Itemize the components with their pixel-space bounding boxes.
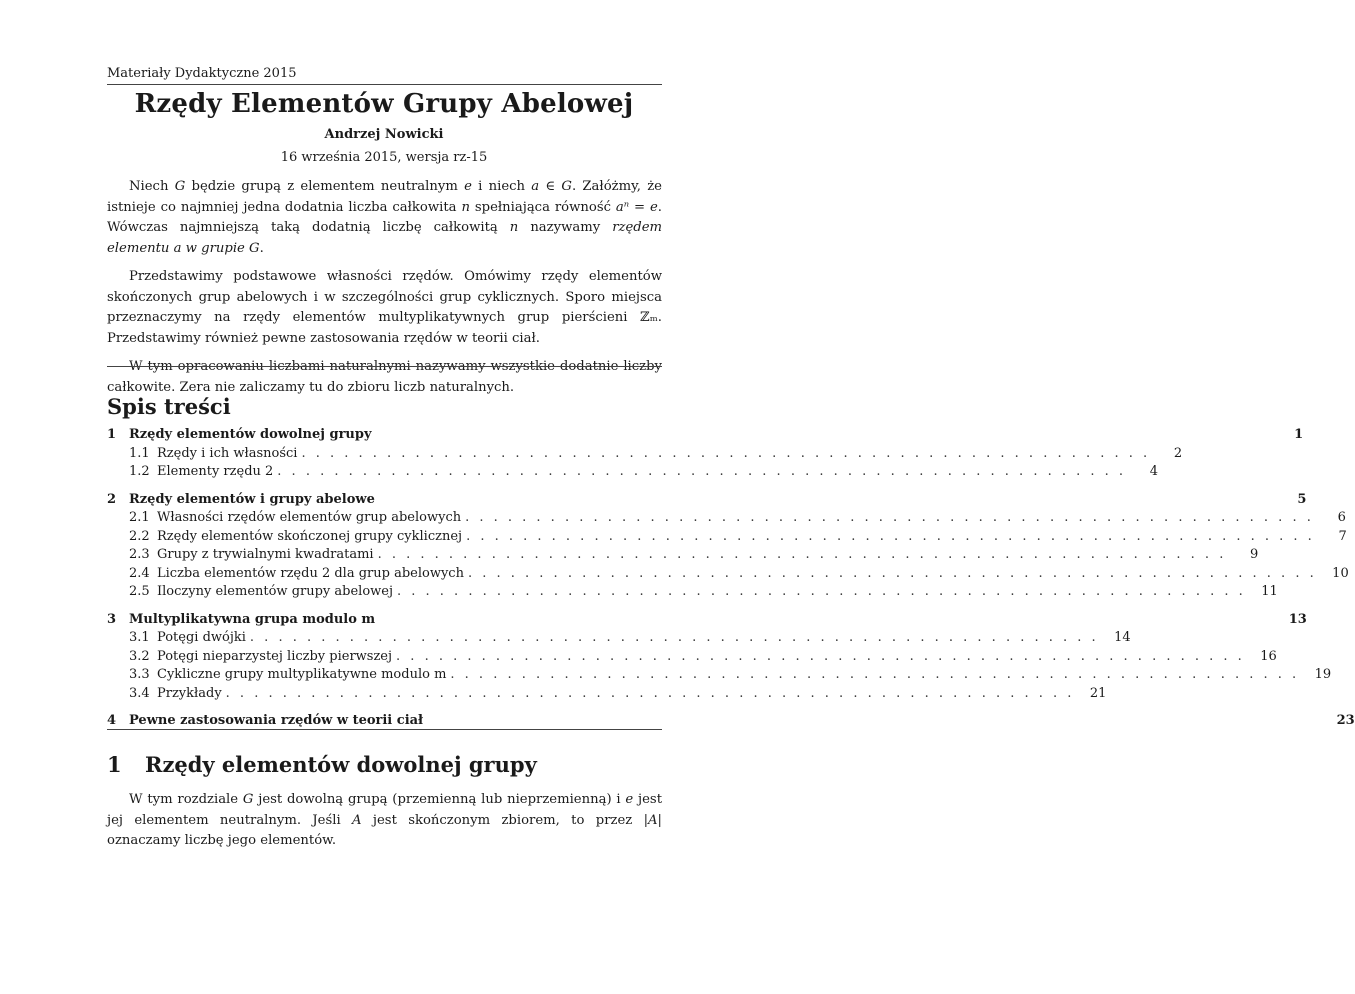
toc-subsection-entry[interactable] bbox=[107, 463, 1159, 482]
toc-entry-number: 2.2 bbox=[129, 528, 150, 544]
toc-entry-number: 3.1 bbox=[129, 630, 150, 645]
toc-leader-dots: . . . . . . . . . . . . . . . . . . . . . . . . . . . . . . . . . . . . . . . . . . . . . . . . . . . . . . . . . . . . bbox=[467, 565, 1317, 581]
toc-entry-number: 1.1 bbox=[129, 445, 150, 461]
toc-entry-number: 2.4 bbox=[129, 565, 150, 581]
toc-subsection-entry[interactable] bbox=[107, 445, 1183, 464]
toc-entry-title: Potęgi nieparzystej liczby pierwszej bbox=[157, 648, 393, 664]
toc-entry-page: 7 bbox=[1338, 528, 1347, 544]
section-heading bbox=[107, 752, 537, 777]
toc-entry-number: 2.3 bbox=[129, 547, 150, 562]
toc-section-block bbox=[107, 611, 1332, 704]
toc-entry-number: 1 bbox=[107, 427, 117, 442]
toc-leader-dots: . . . . . . . . . . . . . . . . . . . . . . . . . . . . . . . . . . . . . . . . . . . . . . . . . . . . . . . . . . . . bbox=[225, 685, 1075, 701]
toc-entry-number: 2.5 bbox=[129, 584, 150, 599]
document-date: 16 września 2015, wersja rz-15 bbox=[280, 150, 488, 165]
toc-leader-dots: . . . . . . . . . . . . . . . . . . . . . . . . . . . . . . . . . . . . . . . . . . . . . . . . . . . . . . . . . . . . bbox=[450, 667, 1300, 682]
abstract bbox=[107, 177, 662, 406]
abstract-paragraph-1: Niech G będzie grupą z elementem neutralnym e i niech a ∈ G. Załóżmy, że istnieje co najmniej jedna dodatnia liczba całkowita n spełniająca równość aⁿ = e. Wówczas najmniejszą taką dodatnią liczbę całkowitą n nazywamy rzędem elementu a w grupie G. bbox=[107, 179, 663, 256]
toc-entry-page: 9 bbox=[1250, 547, 1259, 562]
toc-entry-page: 5 bbox=[1297, 491, 1307, 507]
toc-entry-page: 19 bbox=[1314, 667, 1332, 682]
series-label: Materiały Dydaktyczne 2015 bbox=[107, 66, 297, 81]
toc-entry-number: 1.2 bbox=[129, 464, 150, 479]
toc-entry-title: Rzędy elementów skończonej grupy cyklicznej bbox=[157, 528, 463, 544]
toc-entry-page: 21 bbox=[1089, 685, 1107, 701]
toc-entry-page: 10 bbox=[1332, 565, 1349, 581]
toc-heading: Spis treści bbox=[107, 394, 231, 419]
toc-subsection-entry[interactable] bbox=[107, 583, 1278, 602]
toc-entry-page: 13 bbox=[1288, 611, 1307, 627]
abstract-paragraph-3: W tym opracowaniu liczbami naturalnymi nazywamy wszystkie dodatnie liczby całkowite. Zera nie zaliczamy tu do zbioru liczb naturalnych. bbox=[107, 359, 662, 395]
toc-section-block bbox=[107, 426, 1304, 482]
toc-entry-number: 2.1 bbox=[129, 510, 150, 525]
toc-leader-dots: . . . . . . . . . . . . . . . . . . . . . . . . . . . . . . . . . . . . . . . . . . . . . . . . . . . . . . . . . . . . bbox=[277, 464, 1127, 479]
toc-subsection-entry[interactable] bbox=[107, 666, 1332, 685]
toc-entry-title: Pewne zastosowania rzędów w teorii ciał bbox=[129, 713, 424, 728]
abstract-paragraph-2: Przedstawimy podstawowe własności rzędów. Omówimy rzędy elementów skończonych grup abelowych i w szczególności grup cyklicznych. Sporo miejsca przeznaczymy na rzędy elementów multyplikatywnych grup pierścieni ℤₘ. Przedstawimy również pewne zastosowania rzędów w teorii ciał. bbox=[107, 269, 662, 346]
toc-entry-number: 3.4 bbox=[129, 685, 150, 701]
toc-section-entry[interactable] bbox=[107, 712, 1355, 731]
toc-leader-dots: . . . . . . . . . . . . . . . . . . . . . . . . . . . . . . . . . . . . . . . . . . . . . . . . . . . . . . . . . . . . bbox=[396, 648, 1245, 664]
toc-leader-dots: . . . . . . . . . . . . . . . . . . . . . . . . . . . . . . . . . . . . . . . . . . . . . . . . . . . . . . . . . . . . bbox=[377, 547, 1227, 562]
table-of-contents bbox=[107, 426, 1355, 740]
toc-entry-title: Multyplikatywna grupa modulo m bbox=[129, 611, 376, 627]
toc-entry-page: 11 bbox=[1261, 584, 1278, 599]
toc-subsection-entry[interactable] bbox=[107, 565, 1349, 584]
toc-entry-page: 4 bbox=[1149, 464, 1159, 479]
toc-entry-title: Cykliczne grupy multyplikatywne modulo m bbox=[157, 667, 447, 682]
toc-subsection-entry[interactable] bbox=[107, 546, 1259, 565]
toc-entry-number: 3.2 bbox=[129, 648, 150, 664]
toc-leader-dots: . . . . . . . . . . . . . . . . . . . . . . . . . . . . . . . . . . . . . . . . . . . . . . . . . . . . . . . . . . . . bbox=[249, 630, 1099, 645]
toc-entry-number: 2 bbox=[107, 491, 117, 507]
toc-subsection-entry[interactable] bbox=[107, 629, 1131, 648]
toc-entry-page: 1 bbox=[1294, 427, 1304, 442]
toc-entry-title: Rzędy elementów dowolnej grupy bbox=[129, 427, 372, 442]
toc-entry-title: Rzędy i ich własności bbox=[157, 445, 298, 461]
document-title: Rzędy Elementów Grupy Abelowej bbox=[134, 89, 634, 119]
section-paragraph: W tym rozdziale G jest dowolną grupą (przemienną lub nieprzemienną) i e jest jej elementem neutralnym. Jeśli A jest skończonym zbiorem, to przez |A| oznaczamy liczbę jego elementów. bbox=[107, 792, 662, 848]
toc-leader-dots: . . . . . . . . . . . . . . . . . . . . . . . . . . . . . . . . . . . . . . . . . . . . . . . . . . . . . . . . . . . . bbox=[397, 584, 1246, 599]
toc-leader-dots: . . . . . . . . . . . . . . . . . . . . . . . . . . . . . . . . . . . . . . . . . . . . . . . . . . . . . . . . . . . . bbox=[301, 445, 1151, 461]
toc-subsection-entry[interactable] bbox=[107, 528, 1347, 547]
toc-section-entry[interactable] bbox=[107, 426, 1304, 445]
toc-section-block bbox=[107, 491, 1349, 602]
header-rule bbox=[107, 84, 662, 85]
document-author: Andrzej Nowicki bbox=[324, 127, 444, 142]
toc-leader-dots: . . . . . . . . . . . . . . . . . . . . . . . . . . . . . . . . . . . . . . . . . . . . . . . . . . . . . . . . . . . . bbox=[465, 510, 1314, 525]
toc-leader-dots: . . . . . . . . . . . . . . . . . . . . . . . . . . . . . . . . . . . . . . . . . . . . . . . . . . . . . . . . . . . . bbox=[466, 528, 1315, 544]
toc-entry-page: 6 bbox=[1337, 510, 1346, 525]
toc-entry-title: Grupy z trywialnymi kwadratami bbox=[157, 547, 374, 562]
toc-entry-page: 14 bbox=[1114, 630, 1131, 645]
toc-subsection-entry[interactable] bbox=[107, 685, 1107, 704]
toc-entry-title: Rzędy elementów i grupy abelowe bbox=[129, 491, 375, 507]
toc-section-block bbox=[107, 712, 1355, 731]
toc-entry-page: 2 bbox=[1173, 445, 1183, 461]
toc-entry-number: 3 bbox=[107, 611, 117, 627]
section-title: Rzędy elementów dowolnej grupy bbox=[145, 752, 537, 777]
toc-section-entry[interactable] bbox=[107, 611, 1307, 630]
abstract-rule bbox=[107, 366, 662, 367]
section-number: 1 bbox=[107, 752, 122, 777]
toc-entry-page: 23 bbox=[1336, 713, 1355, 728]
toc-rule bbox=[107, 729, 662, 730]
toc-entry-number: 4 bbox=[107, 713, 117, 728]
toc-subsection-entry[interactable] bbox=[107, 648, 1277, 667]
toc-entry-title: Iloczyny elementów grupy abelowej bbox=[157, 584, 393, 599]
toc-entry-page: 16 bbox=[1260, 648, 1277, 664]
toc-subsection-entry[interactable] bbox=[107, 509, 1346, 528]
toc-entry-title: Liczba elementów rzędu 2 dla grup abelowych bbox=[157, 565, 464, 581]
toc-entry-title: Potęgi dwójki bbox=[157, 630, 246, 645]
toc-entry-title: Przykłady bbox=[157, 685, 222, 701]
toc-entry-title: Elementy rzędu 2 bbox=[157, 464, 274, 479]
toc-section-entry[interactable] bbox=[107, 491, 1307, 510]
toc-entry-number: 3.3 bbox=[129, 667, 150, 682]
toc-entry-title: Własności rzędów elementów grup abelowych bbox=[157, 510, 462, 525]
